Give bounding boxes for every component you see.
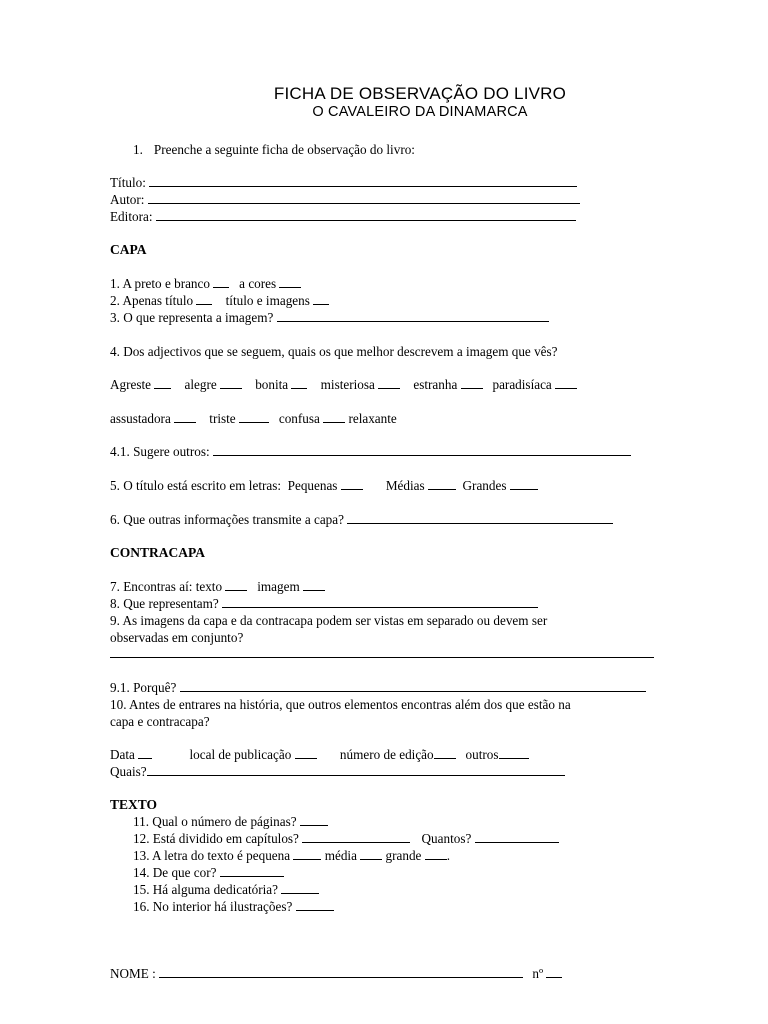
local-blank[interactable] <box>295 747 317 759</box>
q5-option: Grandes <box>462 478 507 493</box>
q3-text: 3. O que representa a imagem? <box>110 310 274 325</box>
adjective-row-1 <box>110 376 577 393</box>
title-field-blank[interactable] <box>149 175 577 187</box>
q15-blank[interactable] <box>281 882 319 894</box>
page-title: FICHA DE OBSERVAÇÃO DO LIVRO <box>273 84 567 103</box>
q13-blank-a[interactable] <box>293 848 321 860</box>
q7-blank-b[interactable] <box>303 579 325 591</box>
q41-blank[interactable] <box>213 444 631 456</box>
local-label: local de publicação <box>189 747 292 762</box>
question-9-1 <box>110 679 646 696</box>
q2-option-b: título e imagens <box>225 293 310 308</box>
q8-blank[interactable] <box>222 596 538 608</box>
question-1 <box>110 275 301 292</box>
publication-details-line <box>110 746 529 763</box>
name-blank[interactable] <box>159 966 523 978</box>
quais-label: Quais? <box>110 764 147 779</box>
publisher-field-line <box>110 208 576 225</box>
q91-blank[interactable] <box>180 680 646 692</box>
q6-blank[interactable] <box>347 512 613 524</box>
q1-blank-a[interactable] <box>213 276 229 288</box>
quais-line <box>110 763 565 780</box>
q2-option-a: 2. Apenas título <box>110 293 194 308</box>
section-heading-texto: TEXTO <box>110 797 158 812</box>
q1-option-b: a cores <box>239 276 277 291</box>
intro-number: 1. <box>133 142 143 157</box>
question-4: 4. Dos adjectivos que se seguem, quais os que melhor descrevem a imagem que vês? <box>110 344 558 359</box>
q5-option: Médias <box>385 478 425 493</box>
number-blank[interactable] <box>546 966 562 978</box>
adjective-blank[interactable] <box>174 411 196 423</box>
intro-text: Preenche a seguinte ficha de observação do livro: <box>153 142 415 157</box>
adjective-blank[interactable] <box>378 377 400 389</box>
q12-text-a: 12. Está dividido em capítulos? <box>133 831 299 846</box>
question-8 <box>110 595 538 612</box>
adjective-blank[interactable] <box>291 377 307 389</box>
publisher-field-label: Editora: <box>110 209 153 224</box>
adjective-blank[interactable] <box>555 377 577 389</box>
question-3 <box>110 309 549 326</box>
q7-option-a: 7. Encontras aí: texto <box>110 579 223 594</box>
q12-blank-b[interactable] <box>475 831 559 843</box>
question-5 <box>110 477 538 494</box>
question-9-answer-line <box>110 645 654 662</box>
section-heading-contracapa: CONTRACAPA <box>110 545 205 560</box>
adjective-blank[interactable] <box>154 377 171 389</box>
question-10-line-1: 10. Antes de entrares na história, que outros elementos encontras além dos que estão na <box>110 697 571 712</box>
adjective-blank[interactable] <box>323 411 345 423</box>
question-11 <box>133 813 328 830</box>
numero-label: número de edição <box>339 747 434 762</box>
question-2 <box>110 292 329 309</box>
question-10-line-2: capa e contracapa? <box>110 714 210 729</box>
q11-blank[interactable] <box>300 814 328 826</box>
adjective-option: triste <box>209 411 236 426</box>
q13-blank-c[interactable] <box>425 848 447 860</box>
outros-blank[interactable] <box>499 747 529 759</box>
adjective-option: alegre <box>184 377 217 392</box>
q6-text: 6. Que outras informações transmite a capa? <box>110 512 344 527</box>
adjective-option: paradisíaca <box>492 377 552 392</box>
q13-blank-b[interactable] <box>360 848 382 860</box>
q9-blank[interactable] <box>110 646 654 658</box>
adjective-option: estranha <box>413 377 458 392</box>
q13-text-c: grande <box>385 848 422 863</box>
q41-text: 4.1. Sugere outros: <box>110 444 210 459</box>
q2-blank-a[interactable] <box>196 293 212 305</box>
q15-text: 15. Há alguma dedicatória? <box>133 882 278 897</box>
q11-text: 11. Qual o número de páginas? <box>133 814 297 829</box>
footer-line <box>110 965 562 982</box>
name-label: NOME : <box>110 966 156 981</box>
q12-blank-a[interactable] <box>302 831 410 843</box>
number-label: nº <box>532 966 544 981</box>
question-9-line-1: 9. As imagens da capa e da contracapa podem ser vistas em separado ou devem ser <box>110 613 548 628</box>
q1-blank-b[interactable] <box>279 276 301 288</box>
question-13: 13. A letra do texto é pequena média grande . <box>133 848 451 863</box>
adjective-blank[interactable] <box>461 377 483 389</box>
q5-blank[interactable] <box>428 478 456 490</box>
question-7 <box>110 578 325 595</box>
adjective-row-2 <box>110 410 397 427</box>
page-subtitle: O CAVALEIRO DA DINAMARCA <box>312 104 528 120</box>
q5-blank[interactable] <box>510 478 538 490</box>
q5-blank[interactable] <box>341 478 363 490</box>
data-blank[interactable] <box>138 747 152 759</box>
question-12 <box>133 830 559 847</box>
author-field-line <box>110 191 580 208</box>
q8-text: 8. Que representam? <box>110 596 219 611</box>
q7-option-b: imagem <box>257 579 300 594</box>
adjective-option: Agreste <box>110 377 152 392</box>
q12-text-b: Quantos? <box>421 831 472 846</box>
adjective-option: confusa <box>278 411 320 426</box>
q5-option: Pequenas <box>287 478 338 493</box>
adjective-blank[interactable] <box>239 411 269 423</box>
q91-text: 9.1. Porquê? <box>110 680 177 695</box>
author-field-blank[interactable] <box>148 192 580 204</box>
section-heading-capa: CAPA <box>110 242 147 257</box>
q3-blank[interactable] <box>277 310 549 322</box>
numero-blank[interactable] <box>434 747 456 759</box>
q5-text: 5. O título está escrito em letras: <box>110 478 282 493</box>
q14-blank[interactable] <box>220 865 284 877</box>
q16-text: 16. No interior há ilustrações? <box>133 899 293 914</box>
q1-option-a: 1. A preto e branco <box>110 276 210 291</box>
q13-text-a: 13. A letra do texto é pequena <box>133 848 291 863</box>
q7-blank-a[interactable] <box>225 579 247 591</box>
data-label: Data <box>110 747 135 762</box>
q13-text-b: média <box>324 848 357 863</box>
title-field-line <box>110 174 577 191</box>
adjective-option: assustadora <box>110 411 171 426</box>
publisher-field-blank[interactable] <box>156 209 576 221</box>
question-4-1 <box>110 443 631 460</box>
adjective-blank[interactable] <box>220 377 242 389</box>
adjective-option: relaxante <box>348 411 397 426</box>
author-field-label: Autor: <box>110 192 145 207</box>
q2-blank-b[interactable] <box>313 293 329 305</box>
intro-line <box>133 141 415 158</box>
quais-blank[interactable] <box>147 764 565 776</box>
question-15 <box>133 881 319 898</box>
adjective-option: bonita <box>255 377 289 392</box>
outros-label: outros <box>465 747 499 762</box>
q16-blank[interactable] <box>296 899 334 911</box>
q14-text: 14. De que cor? <box>133 865 217 880</box>
question-14 <box>133 864 284 881</box>
adjective-option: misteriosa <box>320 377 375 392</box>
question-16 <box>133 898 334 915</box>
title-field-label: Título: <box>110 175 146 190</box>
question-6 <box>110 511 613 528</box>
question-9-line-2: observadas em conjunto? <box>110 630 244 645</box>
